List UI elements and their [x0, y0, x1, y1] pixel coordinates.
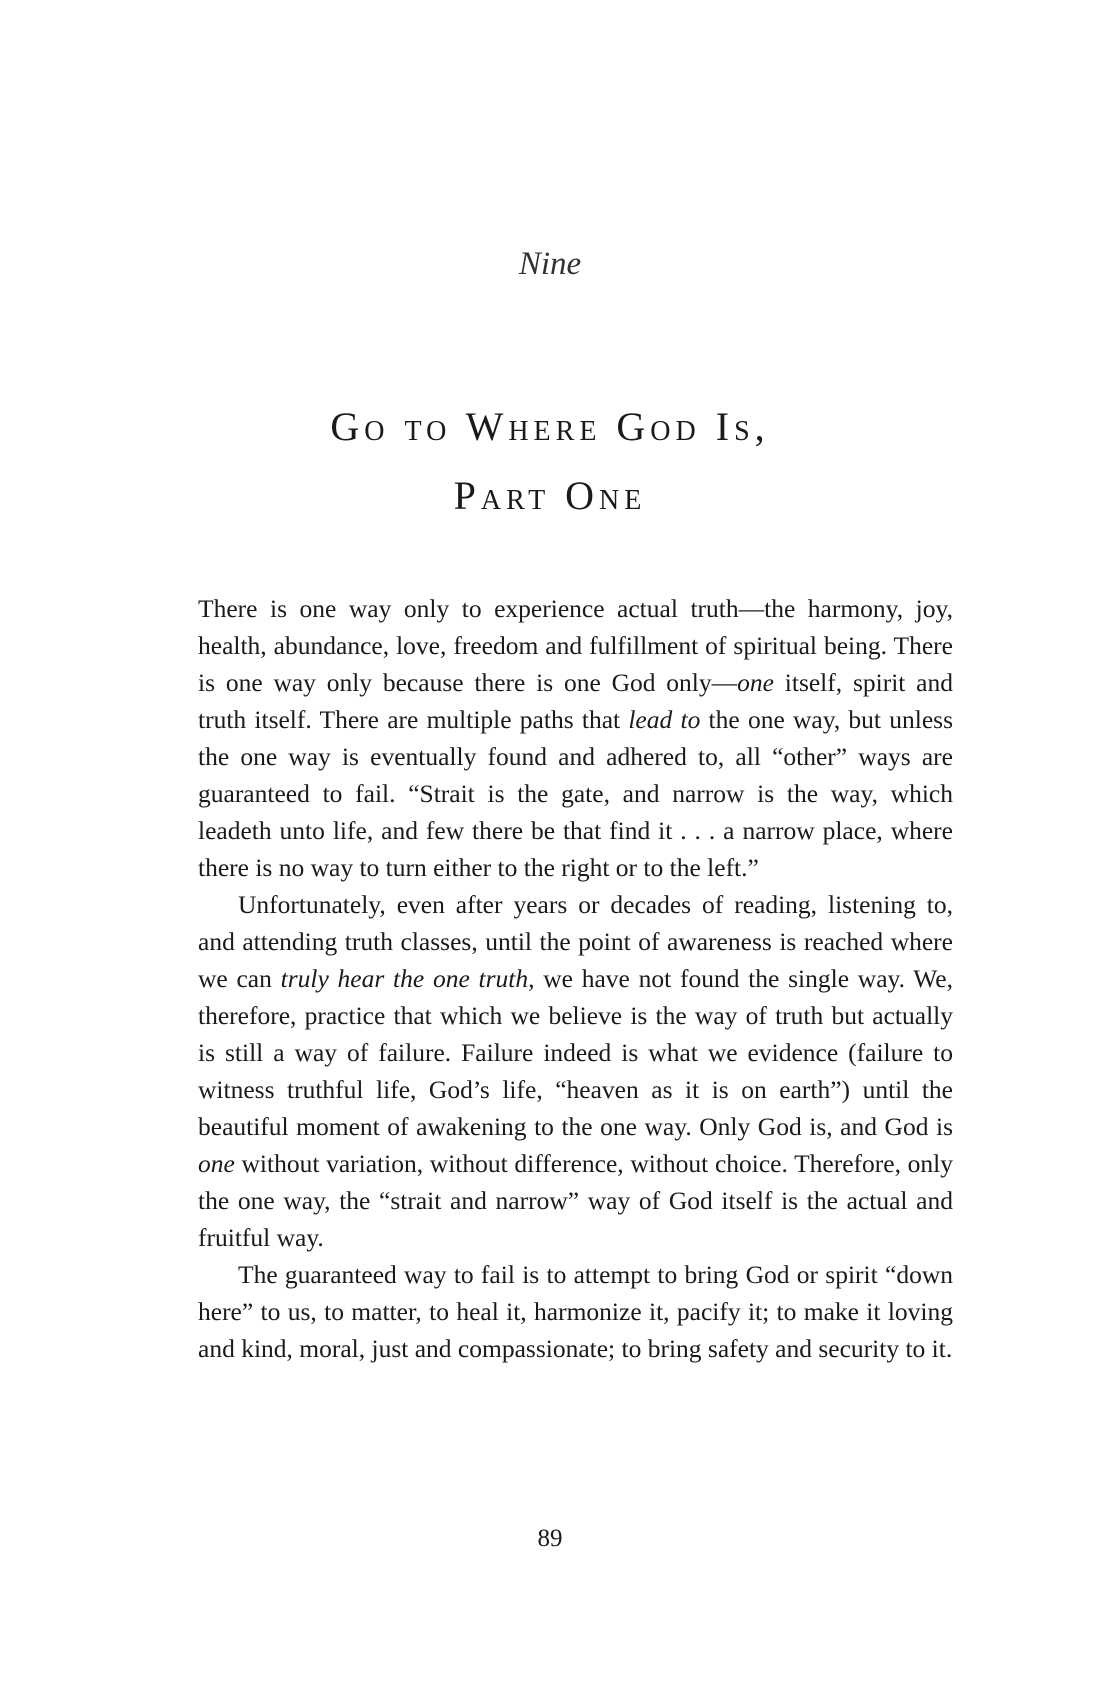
italic-segment: one: [737, 668, 774, 697]
text-segment: The guaranteed way to fail is to attempt to bring God or spirit “down here” to us, to matter, to heal it, harmonize it, pacify it; to make it loving and kind, moral, just and compassionate; to bring safety and security to it.: [198, 1260, 953, 1363]
body-text: [198, 590, 953, 1367]
text-segment: itself, spirit and truth itself. There are multiple paths that: [198, 668, 953, 734]
text-segment: without variation, without difference, without choice. Therefore, only the one way, the “strait and narrow” way of God itself is the actual and fruitful way.: [198, 1149, 953, 1252]
italic-segment: lead to: [628, 705, 701, 734]
paragraph: [198, 1256, 953, 1367]
paragraph: [198, 590, 953, 886]
chapter-number: Nine: [518, 246, 582, 282]
text-segment: we have not found the single way. We, therefore, practice that which we believe is the way of truth but actually is still a way of failure. Failure indeed is what we evidence (failure to witness truthful life, God’s life, “heaven as it is on earth”) until the beautiful moment of awakening to the one way. Only God is, and God is: [198, 964, 953, 1141]
chapter-title: [0, 392, 1100, 530]
italic-segment: one: [198, 1149, 235, 1178]
chapter-title-line-2: Part One: [453, 473, 647, 518]
page-number: 89: [537, 1525, 563, 1552]
text-segment: the one way, but unless the one way is eventually found and adhered to, all “other” ways are guaranteed to fail. “Strait is the gate, and narrow is the way, which leadeth unto life, and few there be that find it . . . a narrow place, where there is no way to turn either to the right or to the left.”: [198, 705, 954, 882]
chapter-title-line-1: Go to Where God Is,: [330, 404, 770, 449]
paragraph: [198, 886, 953, 1256]
text-segment: Unfortunately, even after years or decades of reading, listening to, and attending truth classes, until the point of awareness is reached where we can: [198, 890, 953, 993]
italic-segment: truly hear the one truth,: [280, 964, 535, 993]
text-segment: There is one way only to experience actual truth—the harmony, joy, health, abundance, love, freedom and fulfillment of spiritual being. There is one way only because there is one God only—: [198, 594, 953, 697]
